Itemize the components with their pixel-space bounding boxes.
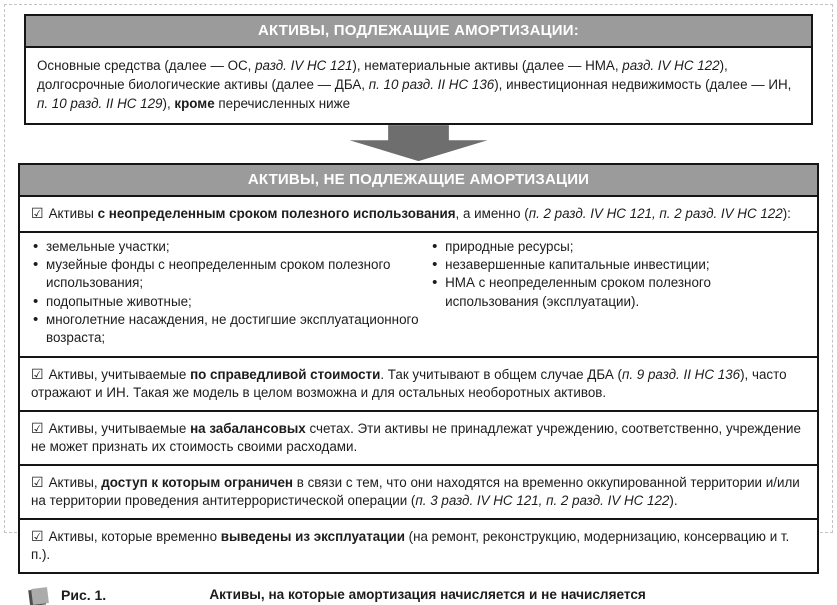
bullet-column-right [430,238,806,347]
section-out-of-service [20,520,817,572]
text-segment: Активы, [48,475,102,491]
section-restricted-access [20,466,817,518]
checkbox-checked-icon: ☑ [31,366,44,383]
text-segment: ), часто отражают и ИН. Такая же модель в целом возможна и для остальных необоротных активов. [31,367,787,401]
text-segment: , а именно ( [455,206,529,222]
figure-content [14,14,823,604]
arrow-container [14,125,823,163]
bullet-item: • многолетние насаждения, не достигшие эксплуатационного возраста; [31,311,422,347]
checkbox-checked-icon: ☑ [31,205,44,222]
bullet-item: • музейные фонды с неопределенным сроком полезного использования; [31,256,422,292]
text-segment: перечисленных ниже [214,96,351,112]
bullet-item: • природные ресурсы; [430,238,806,256]
legal-reference: п. 9 разд. II НС 136 [622,367,741,383]
legal-reference: п. 2 разд. IV НС 121, п. 2 разд. IV НС 122 [528,206,783,222]
figure-caption-row [28,586,809,604]
down-arrow-icon [350,125,488,161]
bullet-item: • незавершенные капитальные инвестиции; [430,256,806,274]
text-segment: выведены из эксплуатации [220,529,405,545]
checkbox-checked-icon: ☑ [31,528,44,545]
legal-reference: п. 10 разд. II НС 129 [37,96,163,112]
legal-reference: разд. IV НС 122 [622,58,720,73]
block-amortizable [24,14,813,125]
text-segment: ), инвестиционная недвижимость (далее — ИН, [494,77,792,93]
section-indefinite-useful-life [20,197,817,231]
text-segment: ). [669,493,678,509]
checkbox-checked-icon: ☑ [31,420,44,437]
figure-caption: Активы, на которые амортизация начисляется и не начисляется [209,587,646,603]
text-segment: с неопределенным сроком полезного использования [97,206,456,222]
legal-reference: разд. IV НС 121 [255,58,353,73]
bullet-item: • земельные участки; [31,238,422,256]
bullet-list [31,238,422,347]
text-segment: в связи с тем, что они находятся на временно оккупированной территории и/или на территории проведения антитеррористической операции ( [31,475,800,509]
text-segment: по справедливой стоимости [190,367,381,383]
bullet-columns [20,233,817,356]
text-segment: . Так учитывают в общем случае ДБА ( [380,367,622,383]
block-non-amortizable-title: АКТИВЫ, НЕ ПОДЛЕЖАЩИЕ АМОРТИЗАЦИИ [20,165,817,197]
text-segment: (на ремонт, реконструкцию, модернизацию, консервацию и т. п.). [31,529,790,563]
text-segment: ), [162,96,175,112]
section-off-balance [20,412,817,464]
bullet-item: • подопытные животные; [31,293,422,311]
checkbox-checked-icon: ☑ [31,474,44,491]
text-segment: ), долгосрочные биологические активы (далее — ДБА, [37,58,728,93]
text-segment: счетах. Эти активы не принадлежат учреждению, соответственно, учреждение не может признать их стоимость своими расходами. [31,421,801,455]
text-segment: Активы [48,206,98,222]
figure-label: Рис. 1. [61,586,107,603]
block-non-amortizable [18,163,819,574]
bullet-column-left [31,238,430,347]
text-segment: Активы, учитываемые [48,421,191,437]
block-amortizable-body [26,48,811,123]
legal-reference: п. 10 разд. II НС 136 [368,77,495,93]
bullet-list [430,238,806,311]
section-fair-value [20,358,817,410]
text-segment: на забалансовых [190,421,306,437]
bullet-item: • НМА с неопределенным сроком полезного использования (эксплуатации). [430,274,806,310]
block-amortizable-title: АКТИВЫ, ПОДЛЕЖАЩИЕ АМОРТИЗАЦИИ: [26,16,811,48]
figure-marker-icon [31,587,49,605]
non-amortizable-sections [20,197,817,572]
text-segment: ), нематериальные активы (далее — НМА, [352,58,623,73]
text-segment: доступ к которым ограничен [101,475,294,491]
text-segment: Активы, которые временно [48,529,221,545]
text-segment: Активы, учитываемые [48,367,191,383]
legal-reference: п. 3 разд. IV НС 121, п. 2 разд. IV НС 122 [415,493,670,509]
text-segment: кроме [174,96,215,112]
text-segment: Основные средства (далее — ОС, [37,58,256,73]
text-segment: ): [782,206,791,222]
